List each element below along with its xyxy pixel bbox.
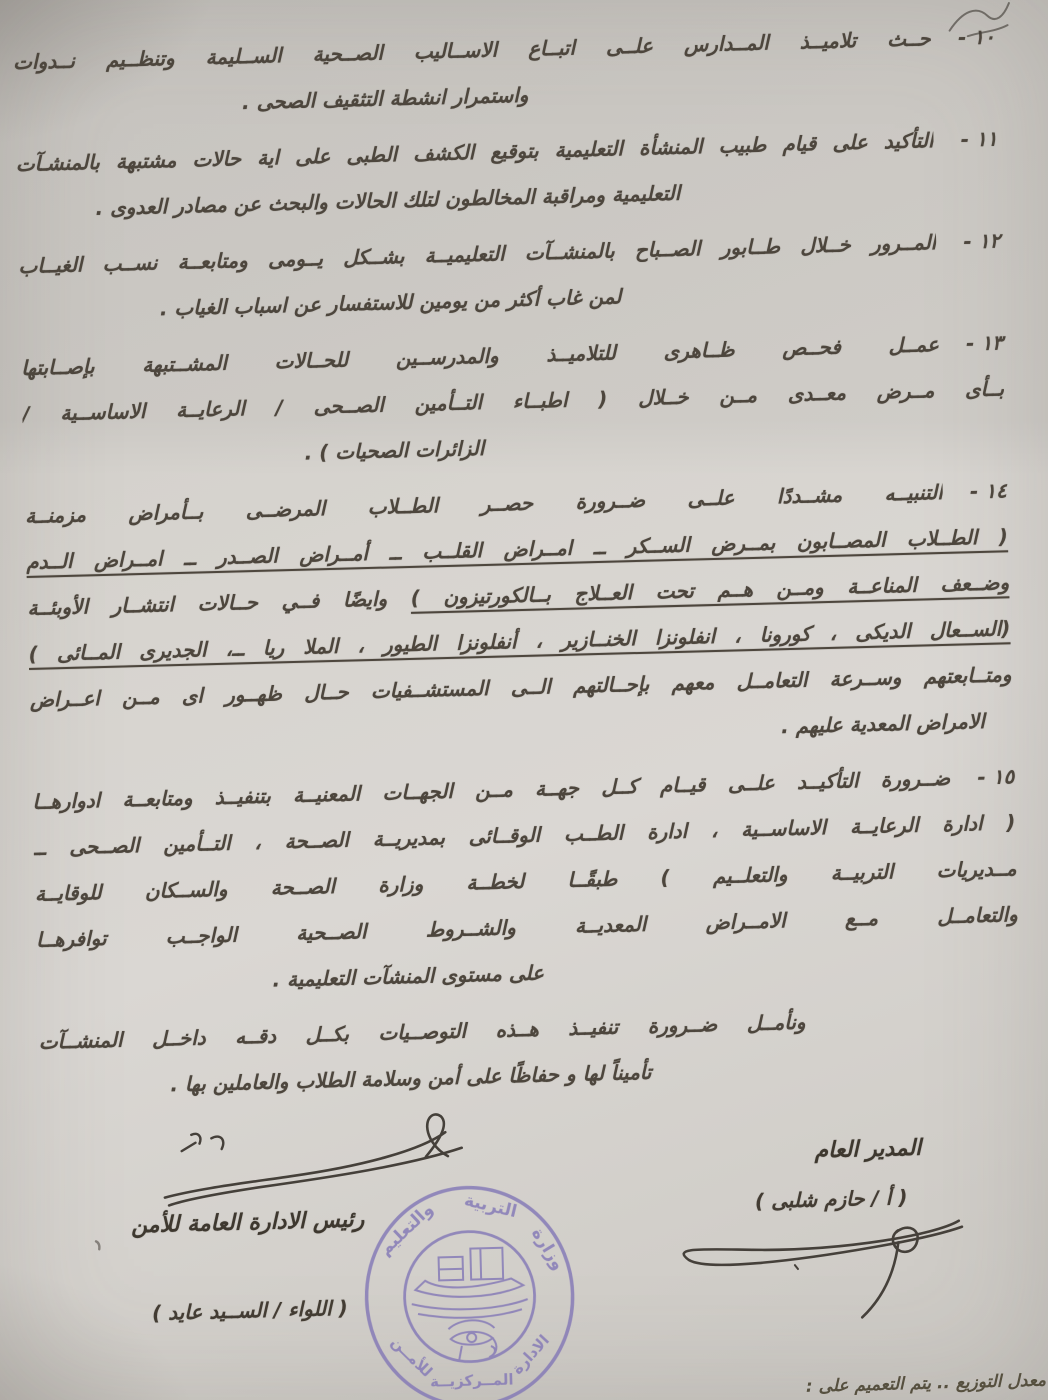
text-segment: عمــل فحــص ظــاهرى للتلاميــذ والمدرســين للحــالات المشــتبهة بإصــابتها	[20, 332, 940, 381]
text-segment: ضــرورة التأكيــد علــى قيــام كــل جهــة مــن الجهــات المعنيــة بتنفيــذ ومتابعــة ادوارهــا	[32, 765, 951, 814]
svg-text:المــركزيــة: المــركزيــة	[429, 1370, 514, 1391]
svg-text:التربية: التربية	[462, 1190, 519, 1223]
text-segment: والتعامــل مــع الامــراض المعديــة والشــروط الصــحية الواجــب توافرهــا	[35, 902, 1019, 952]
document-body	[13, 13, 1023, 1110]
text-segment: التأكيد على قيام طبيب المنشأة التعليمية بتوقيع الكشف الطبى على اية حالات مشتبهة بالمنشـآت	[15, 128, 934, 177]
item-number: ١٣ -	[965, 330, 1004, 356]
security-director-title: رئيس الادارة العامة للأمن	[130, 1207, 365, 1239]
underlined-text: وضــعف المناعــة ومــن هــم تحت العــلاج بــالكورتيزون )	[410, 570, 1010, 610]
text-segment: مــديريات التربيــة والتعلــيم ) طبقًــا لخطــة وزارة الصــحة والســكان للوقايــة	[34, 856, 1017, 906]
list-item	[13, 13, 997, 131]
text-segment: الامراض المعدية عليهم .	[780, 708, 986, 739]
stamp-outer-ring	[364, 1185, 576, 1400]
text-segment: على مستوى المنشآت التعليمية .	[272, 960, 545, 992]
underlined-text: (الســعال الديكى ، كورونا ، انفلونزا الخنــازير ، أنفلونزا الطيور ، الملا ريا ــ، الجديرى المــائى )	[28, 616, 1011, 666]
text-segment: الزائرات الصحيات ) .	[304, 435, 485, 465]
text-segment: لمن غاب أكثر من يومين للاستفسار عن اسباب الغياب .	[159, 284, 622, 321]
text-segment: حــث تلاميــذ المــدارس علــى اتبــاع الاســاليب الصــحية الســليمة وتنظــيم نــدوات	[12, 26, 932, 75]
text-segment: تأميناً لها و حفاظًا على أمن وسلامة الطلاب والعاملين بها .	[169, 1059, 652, 1097]
official-stamp	[353, 1182, 587, 1400]
item-number: ١١ -	[960, 126, 998, 152]
text-segment: التعليمية ومراقبة المخالطون لتلك الحالات والبحث عن مصادر العدوى .	[95, 180, 681, 221]
text-segment: بــأى مــرض معــدى مــن خــلال ( اطبــاء التــأمين الصــحى / الرعايــة الاساســية /	[22, 376, 1005, 427]
stamp-eye-of-horus	[448, 1320, 496, 1360]
text-segment: ونأمــل ضــرورة تنفيــذ هــذه التوصــيات بكــل دقــه داخــل المنشــآت	[38, 1009, 806, 1054]
stamp-boat-emblem	[410, 1247, 528, 1319]
list-item	[18, 217, 1002, 335]
items-list	[13, 13, 1020, 1008]
security-director-name: ( اللواء / الســيد عايد )	[151, 1295, 349, 1325]
pen-scribble-top-right	[937, 0, 1028, 49]
signature-scrawl-right	[643, 1194, 976, 1323]
underlined-text: ( الطــلاب المصــابون بمــرض الســكر ــ امــراض القلــب ــ أمــراض الصــدر ــ امــراض الــدم	[25, 524, 1009, 574]
text-segment: ( ادارة الرعايــة الاساســية ، ادارة الطــب الوقــائى بمديريــة الصــحة ، التــأمين الصــحى ــ	[33, 810, 1016, 860]
general-manager-title: المدير العام	[814, 1135, 922, 1164]
text-segment: ومتــابعتهم وســرعة التعامــل معهم بإحــالتهم الــى المستشــفيات حــال ظهــور اى مــن اعــراض	[29, 662, 1012, 712]
ink-dot	[90, 1235, 111, 1256]
text-segment: المــرور خــلال طــابور الصــباح بالمنشــآت التعليميــة بشــكل يــومى ومتابعــة نســب الغيــاب	[18, 230, 937, 279]
item-number: ١٤ -	[969, 478, 1007, 504]
item-number: ١٥ -	[977, 764, 1015, 790]
item-number: ١٢ -	[963, 228, 1001, 254]
text-segment: واستمرار انشطة التثقيف الصحى .	[241, 82, 529, 115]
svg-text:للأمــن: للأمــن	[387, 1332, 436, 1381]
closing-paragraph	[38, 993, 1022, 1111]
list-item	[21, 319, 1006, 483]
footer-distribution-note: معدل التوزيع .. يتم التعميم على :	[805, 1370, 1047, 1397]
list-item	[32, 753, 1020, 1009]
general-manager-name: ( أ / حازم شلبى )	[754, 1185, 908, 1214]
text-segment: وايضًا فــي حــالات انتشــار الأوبئــة	[27, 585, 411, 620]
svg-text:وزارة: وزارة	[527, 1224, 569, 1274]
svg-text:الادارة: الادارة	[508, 1331, 553, 1378]
list-item	[15, 115, 999, 233]
text-segment: التنبيــه مشــددًا علــى ضــرورة حصــر الطــلاب المرضــى بــأمراض مزمنــة	[24, 479, 944, 528]
svg-text:والتعليم: والتعليم	[375, 1199, 438, 1260]
list-item	[24, 467, 1013, 769]
item-number: ١٠ -	[957, 24, 996, 50]
